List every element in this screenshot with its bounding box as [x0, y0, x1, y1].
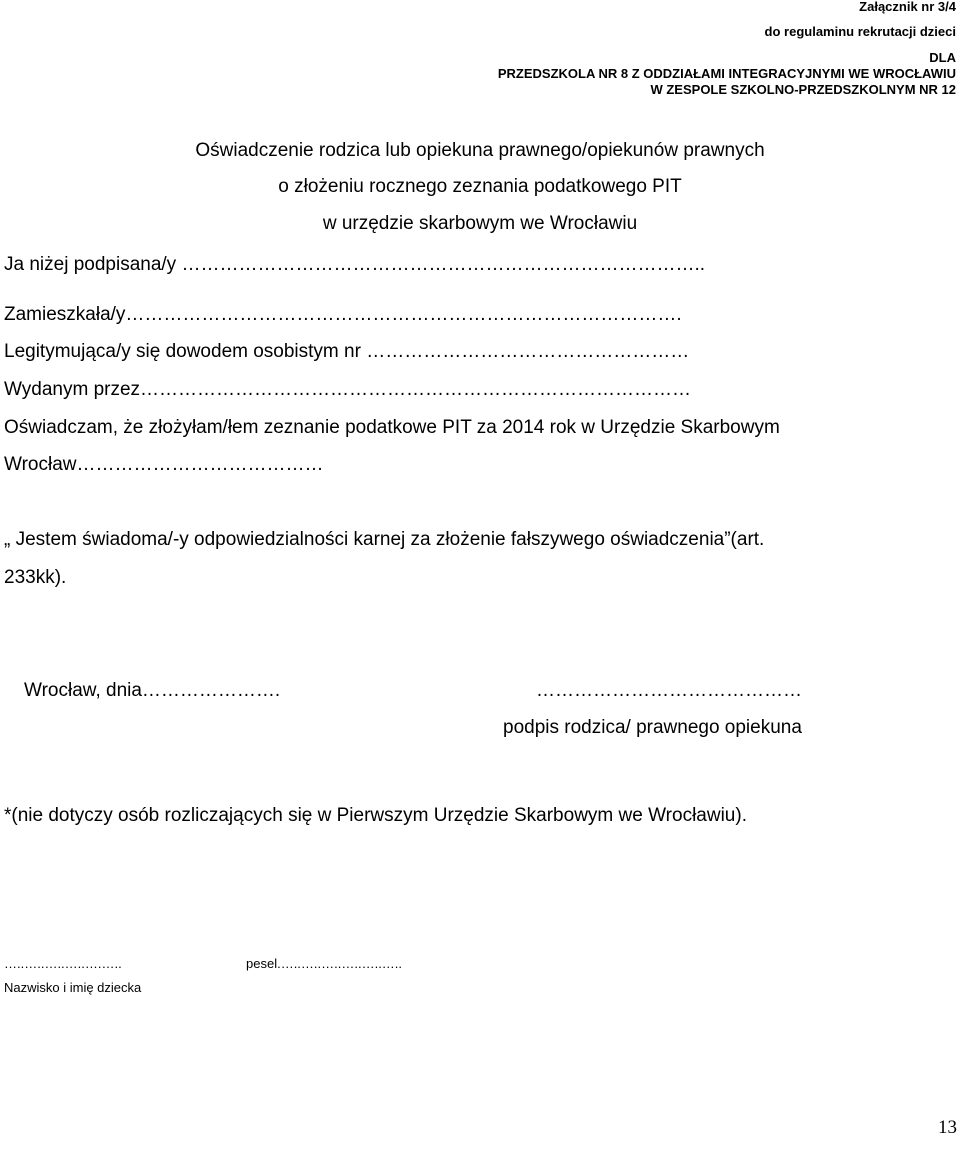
liability-statement-line-2: 233kk). [4, 567, 67, 588]
id-card-field: Legitymująca/y się dowodem osobistym nr …………………………………………… [4, 341, 690, 362]
issued-by-field: Wydanym przez…………………………………………………………………………… [4, 379, 692, 400]
declaration-text: Oświadczam, że złożyłam/łem zeznanie podatkowe PIT za 2014 rok w Urzędzie Skarbowym [4, 417, 780, 438]
school-complex-name: W ZESPOLE SZKOLNO-PRZEDSZKOLNYM NR 12 [650, 82, 956, 97]
attachment-number: Załącznik nr 3/4 [859, 0, 956, 14]
signatory-field: Ja niżej podpisana/y ……………………………………………………………………….. [4, 254, 706, 275]
child-name-dots: …..…..…..…..….….. [4, 956, 122, 971]
signature-dots: …………………………………… [536, 680, 802, 701]
signature-caption: podpis rodzica/ prawnego opiekuna [503, 717, 802, 738]
pesel-field: pesel.…..…..…..…..…..….. [246, 956, 403, 971]
footnote: *(nie dotyczy osób rozliczających się w Pierwszym Urzędzie Skarbowym we Wrocławiu). [4, 805, 747, 826]
page-number: 13 [938, 1117, 957, 1138]
child-name-label: Nazwisko i imię dziecka [4, 980, 142, 995]
document-title-line-3: w urzędzie skarbowym we Wrocławiu [322, 213, 638, 234]
liability-statement-line-1: „ Jestem świadoma/-y odpowiedzialności karnej za złożenie fałszywego oświadczenia”(art. [4, 529, 765, 550]
document-title-line-2: o złożeniu rocznego zeznania podatkowego PIT [278, 176, 682, 197]
tax-office-city-field: Wrocław………………………………… [4, 454, 324, 475]
date-field: Wrocław, dnia…………………. [24, 680, 281, 701]
for-label: DLA [929, 50, 956, 65]
document-title-line-1: Oświadczenie rodzica lub opiekuna prawnego/opiekunów prawnych [195, 140, 765, 161]
residence-field: Zamieszkała/y……………………………………………………………………………. [4, 304, 682, 325]
regulation-reference: do regulaminu rekrutacji dzieci [764, 24, 956, 39]
kindergarten-name: PRZEDSZKOLA NR 8 Z ODDZIAŁAMI INTEGRACYJNYMI WE WROCŁAWIU [497, 66, 956, 81]
